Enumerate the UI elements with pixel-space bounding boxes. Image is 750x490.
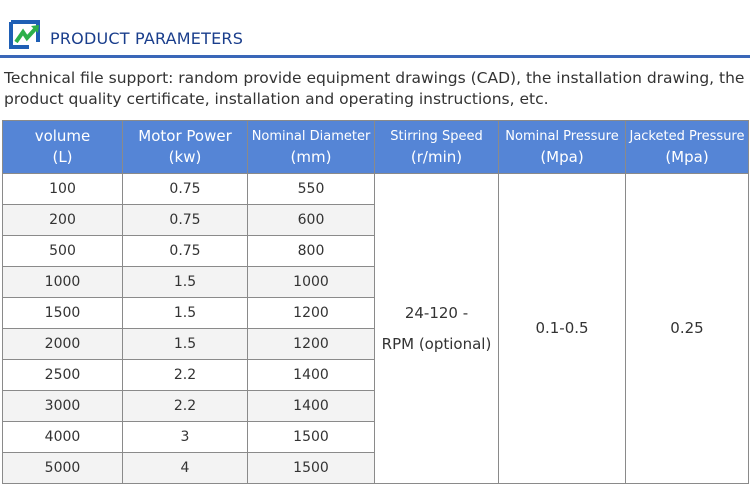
cell-volume: 4000 — [3, 422, 123, 453]
cell-nominal-diameter: 1400 — [248, 391, 375, 422]
cell-motor-power: 2.2 — [123, 391, 248, 422]
cell-nominal-pressure: 0.1-0.5 — [499, 174, 626, 484]
cell-motor-power: 4 — [123, 453, 248, 484]
cell-volume: 1500 — [3, 298, 123, 329]
cell-volume: 2000 — [3, 329, 123, 360]
cell-volume: 5000 — [3, 453, 123, 484]
cell-nominal-diameter: 600 — [248, 205, 375, 236]
cell-motor-power: 1.5 — [123, 298, 248, 329]
cell-nominal-diameter: 550 — [248, 174, 375, 205]
cell-motor-power: 0.75 — [123, 174, 248, 205]
cell-motor-power: 0.75 — [123, 236, 248, 267]
cell-nominal-diameter: 800 — [248, 236, 375, 267]
cell-volume: 2500 — [3, 360, 123, 391]
header-stirring-speed: Stirring Speed (r/min) — [375, 121, 499, 174]
header-volume: volume (L) — [3, 121, 123, 174]
header-nominal-pressure: Nominal Pressure (Mpa) — [499, 121, 626, 174]
table-header-row — [3, 121, 749, 174]
intro-text: Technical file support: random provide equipment drawings (CAD), the installation drawing, the product quality certificate, installation and operating instructions, etc. — [4, 69, 745, 108]
cell-jacketed-pressure: 0.25 — [626, 174, 749, 484]
cell-motor-power: 3 — [123, 422, 248, 453]
cell-volume: 500 — [3, 236, 123, 267]
cell-nominal-diameter: 1500 — [248, 422, 375, 453]
cell-motor-power: 2.2 — [123, 360, 248, 391]
cell-nominal-diameter: 1000 — [248, 267, 375, 298]
cell-motor-power: 1.5 — [123, 329, 248, 360]
table-row — [3, 174, 749, 205]
cell-volume: 100 — [3, 174, 123, 205]
header-jacketed-pressure: Jacketed Pressure (Mpa) — [626, 121, 749, 174]
cell-volume: 3000 — [3, 391, 123, 422]
cell-motor-power: 0.75 — [123, 205, 248, 236]
header-motor-power: Motor Power (kw) — [123, 121, 248, 174]
cell-nominal-diameter: 1500 — [248, 453, 375, 484]
cell-volume: 1000 — [3, 267, 123, 298]
page-header — [0, 0, 750, 60]
header-nominal-diameter: Nominal Diameter (mm) — [248, 121, 375, 174]
green-blue-arrow-logo-icon — [8, 18, 42, 52]
cell-volume: 200 — [3, 205, 123, 236]
cell-nominal-diameter: 1400 — [248, 360, 375, 391]
cell-nominal-diameter: 1200 — [248, 298, 375, 329]
cell-nominal-diameter: 1200 — [248, 329, 375, 360]
header-divider — [0, 55, 750, 58]
cell-motor-power: 1.5 — [123, 267, 248, 298]
page-title: PRODUCT PARAMETERS — [50, 29, 244, 48]
product-parameters-table — [2, 120, 749, 484]
cell-stirring-speed: 24-120 - RPM (optional) — [375, 174, 499, 484]
